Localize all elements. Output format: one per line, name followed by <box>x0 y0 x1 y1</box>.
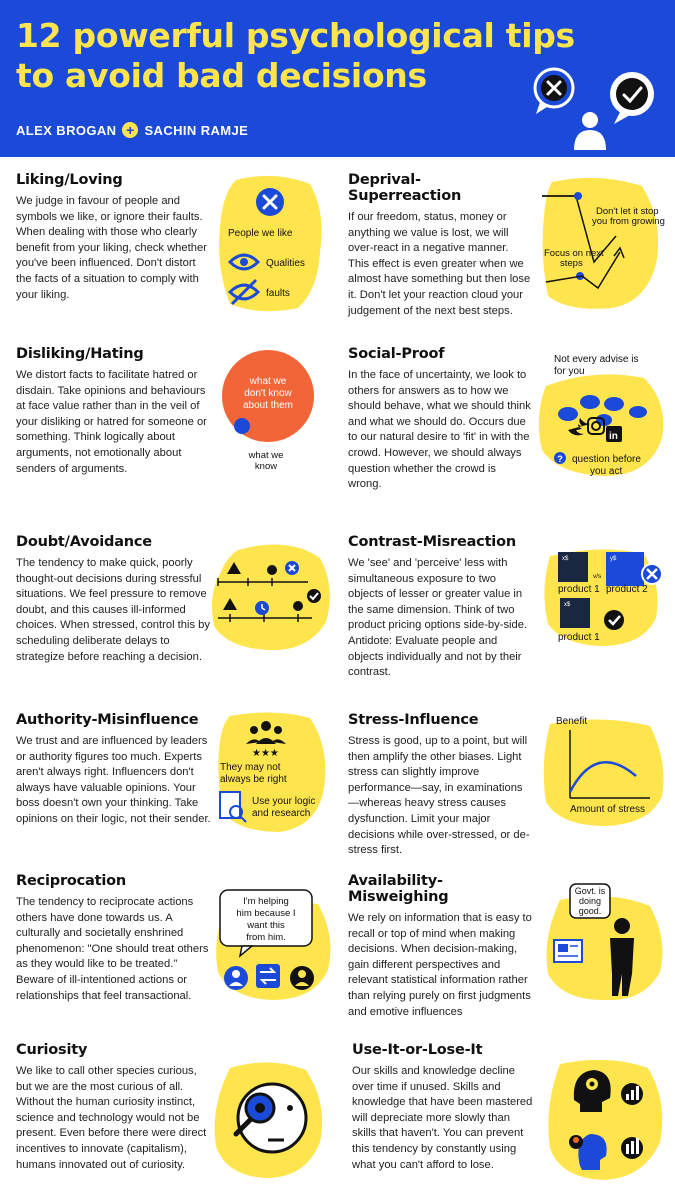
illustration-disliking <box>214 346 334 481</box>
tip-title: Contrast-Misreaction <box>348 534 516 550</box>
author-name: ALEX BROGAN <box>16 122 117 138</box>
x-axis-label: Amount of stress <box>570 804 646 815</box>
svg-text:x$: x$ <box>562 556 569 562</box>
faults-label: faults <box>266 288 290 299</box>
illustration-doubt <box>208 538 338 659</box>
illustration-social-proof <box>534 346 672 487</box>
thought-text-1: Govt. is <box>574 886 606 896</box>
author-name: SACHIN RAMJE <box>144 122 249 138</box>
qualities-label: Qualities <box>266 258 305 269</box>
person-icon <box>574 112 606 150</box>
close-icon <box>256 188 284 216</box>
svg-text:in: in <box>609 431 618 442</box>
tip-title: Disliking/Hating <box>16 346 144 362</box>
person-avatar-icon <box>290 966 314 990</box>
known-text-1: what we <box>248 450 284 461</box>
tip-body: We trust and are influenced by leaders or authority figures too much. Experts aren't always right. Influencers don't always have valuable opinions. Your boss doesn't own your thinking. Take opinions on their logic, not their sender. <box>16 735 211 825</box>
tip-stress-influence <box>348 712 532 859</box>
social-note-1: Not every advise is <box>554 354 639 365</box>
exchange-icon <box>256 964 280 988</box>
tip-authority-misinfluence <box>16 712 212 828</box>
tip-body: Stress is good, up to a point, but will then amplify the other biases. Light stress can slightly improve performance—say, in examinations—whereas heavy stress causes dysfunction. Limit your major decisions while over-stressed, or de-stress first. <box>348 735 530 857</box>
tip-title: Social-Proof <box>348 346 445 362</box>
svg-text:?: ? <box>557 454 563 464</box>
circle-text-2: don't know <box>244 388 292 399</box>
deprival-note-2a: Focus on next <box>544 248 604 259</box>
tip-body: We rely on information that is easy to recall or top of mind when making decisions. When decision-making, gain different perspectives and relevant statistical information rather than relying purely on first judgments and emotive influences <box>348 912 532 1018</box>
tip-social-proof <box>348 346 532 493</box>
tip-body: We like to call other species curious, but we are the most curious of all. Without the human curiosity instinct, science and technology would not be present. Even before there were direct incentives to innovate (capitalism), humans innovated out of curiosity. <box>16 1065 207 1171</box>
authors <box>16 122 248 138</box>
thought-text-2: doing <box>578 896 602 906</box>
svg-text:x$: x$ <box>564 602 571 608</box>
people-label: People we like <box>228 228 293 239</box>
svg-text:★★★: ★★★ <box>252 748 279 759</box>
product-2-label: product 2 <box>606 584 648 595</box>
bubble-text-3: want this <box>247 920 285 931</box>
illustration-reciprocation <box>212 880 336 1009</box>
illustration-deprival <box>538 172 672 317</box>
tip-title: Use-It-or-Lose-It <box>352 1042 483 1058</box>
tip-body: In the face of uncertainty, we look to others for answers as to how we should behave, what we should think and what we should do. Occurs due to our natural desire to 'fit' in with the crowd. However, we should always question whether the crowd is wrong. <box>348 369 531 491</box>
circle-text-3: about them <box>242 400 294 411</box>
bubble-text-1: I'm helping <box>243 896 289 907</box>
chart-down-icon <box>621 1083 643 1105</box>
tip-title: Authority-Misinfluence <box>16 712 199 728</box>
illustration-use-it <box>544 1050 672 1189</box>
tip-body: We 'see' and 'perceive' less with simultaneous exposure to two objects of lesser or greater value in the same dimension. Think of two product pricing options side-by-side. Antidote: Evaluate people and objects individually and not by their contrast. <box>348 557 528 679</box>
deprival-note-1b: you from growing <box>592 216 665 227</box>
product-1-label: product 1 <box>558 584 600 595</box>
bulb-icon <box>293 601 303 611</box>
tip-deprival-superreaction <box>348 172 532 319</box>
tip-liking-loving <box>16 172 212 303</box>
newspaper-icon <box>554 940 582 962</box>
header-illustration <box>528 58 668 155</box>
check-icon <box>307 589 321 603</box>
tip-curiosity <box>16 1042 212 1173</box>
authority-note-2: always be right <box>220 774 287 785</box>
social-q-1: question before <box>572 454 641 465</box>
vs-label: v/s <box>593 573 602 580</box>
tip-title: Liking/Loving <box>16 172 123 188</box>
tip-availability-misweighing <box>348 873 538 1020</box>
known-text-2: know <box>254 461 278 472</box>
tip-body: We judge in favour of people and symbols we like, or ignore their faults. When dealing with those who clearly benefit from your liking, check whether you've been influenced. Don't distort the facts of a situation to comply with your liking. <box>16 195 207 301</box>
svg-text:y$: y$ <box>610 556 617 562</box>
person-avatar-icon <box>224 966 248 990</box>
authority-note-3: Use your logic <box>252 796 316 807</box>
bubble-text-2: him because I <box>236 908 296 919</box>
deprival-note-1a: Don't let it stop <box>596 206 659 217</box>
bubble-text-4: from him. <box>246 932 286 943</box>
plus-icon: + <box>122 122 138 138</box>
title-line-2: to avoid bad decisions <box>16 56 427 95</box>
tip-disliking-hating <box>16 346 212 477</box>
x-bubble-icon <box>535 69 573 114</box>
tip-title: Availability-Misweighing <box>348 873 449 905</box>
check-icon <box>604 610 624 630</box>
illustration-authority <box>214 708 334 841</box>
tip-body: The tendency to make quick, poorly thought-out decisions during stressful situations. We feel pressure to remove doubt, and this causes ill-informed choices. When stressed, control this by scheduling deliberate delays to strategize before reaching a decision. <box>16 557 211 663</box>
tip-use-it-or-lose-it <box>352 1042 536 1173</box>
tip-title: Curiosity <box>16 1042 88 1058</box>
deprival-note-2b: steps <box>560 258 583 269</box>
illustration-stress <box>540 712 670 833</box>
authority-note-1: They may not <box>220 762 281 773</box>
tip-contrast-misreaction <box>348 534 532 681</box>
authority-note-4: and research <box>252 808 311 819</box>
product-1-label-alone: product 1 <box>558 632 600 643</box>
title-line-1: 12 powerful psychological tips <box>16 16 575 55</box>
tip-title: Reciprocation <box>16 873 127 889</box>
chart-up-icon <box>621 1137 643 1159</box>
tip-body: We distort facts to facilitate hatred or disdain. Take opinions and behaviours at face value rather than in the veil of your disliking or hatred for someone or something. Think logically about arguments, not emotionally about senders of arguments. <box>16 369 207 475</box>
illustration-curiosity <box>210 1054 330 1189</box>
header-banner <box>0 0 675 157</box>
illustration-contrast <box>540 540 666 655</box>
social-q-2: you act <box>590 466 623 477</box>
social-note-2: for you <box>554 366 585 377</box>
tip-title: Doubt/Avoidance <box>16 534 152 550</box>
check-bubble-icon <box>610 72 654 124</box>
thought-text-3: good. <box>578 906 602 916</box>
tip-body: Our skills and knowledge decline over time if unused. Skills and knowledge that have been mastered will depreciate more slowly than skills that haven't. You can prevent this tendency by constantly using what you can't afford to lose. <box>352 1065 533 1171</box>
stars-icon <box>252 748 279 759</box>
tip-doubt-avoidance <box>16 534 212 665</box>
bulb-icon <box>267 565 277 575</box>
circle-text-1: what we <box>249 376 287 387</box>
tip-reciprocation <box>16 873 212 1004</box>
tip-body: If our freedom, status, money or anything we value is lost, we will over-react in a negative manner. This effect is even greater when we almost have something but then lose it. Don't let your reaction cloud your judgement of the next best steps. <box>348 211 531 317</box>
illustration-liking <box>214 172 334 319</box>
tip-title: Deprival-Superreaction <box>348 172 462 204</box>
tip-title: Stress-Influence <box>348 712 479 728</box>
known-dot <box>234 418 250 434</box>
tip-body: The tendency to reciprocate actions others have done towards us. A culturally and societally enshrined phenomenon: "One should treat others as they would like to be treated." Beware of ill-intentioned actions or relationships that feel transactional. <box>16 896 209 1002</box>
illustration-availability <box>540 876 670 1011</box>
y-axis-label: Benefit <box>556 716 588 727</box>
